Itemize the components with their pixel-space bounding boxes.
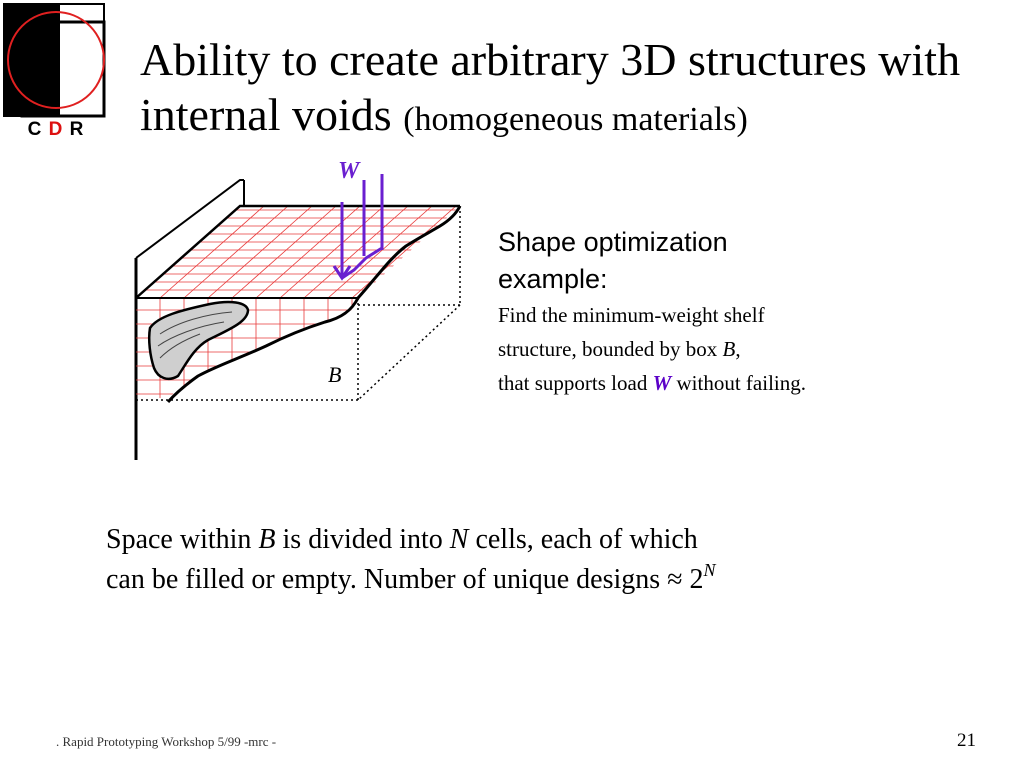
caption-line-3-end: without failing.: [671, 371, 807, 395]
caption-line-1: Find the minimum-weight shelf: [498, 303, 765, 327]
title-main: Ability to create arbitrary 3D structures with internal voids: [140, 34, 961, 140]
figure-caption: [498, 224, 938, 400]
top-grid: [120, 206, 480, 298]
caption-load-var: W: [652, 371, 672, 395]
caption-heading: Shape optimization example:: [498, 227, 728, 294]
page-number: 21: [957, 730, 976, 751]
caption-body: [498, 298, 938, 400]
caption-comma: ,: [735, 337, 741, 361]
body-text-3: cells, each of which: [468, 524, 698, 555]
body-var-b: B: [258, 524, 276, 555]
caption-line-2: [498, 332, 938, 366]
footer-text: . Rapid Prototyping Workshop 5/99 -mrc -: [56, 734, 277, 749]
internal-void: [149, 302, 248, 379]
body-text-1: Space within: [106, 524, 259, 555]
body-line-1: [106, 520, 1006, 560]
body-exponent: N: [703, 560, 716, 580]
cdr-logo: [0, 0, 112, 146]
slide-title: [140, 32, 1000, 147]
body-var-n: N: [449, 524, 469, 555]
logo-letters: [8, 119, 104, 141]
box-label: B: [328, 362, 342, 387]
body-text-2: is divided into: [275, 524, 450, 555]
logo-letter-r: R: [69, 119, 85, 140]
bounding-box: [136, 206, 460, 400]
body-line-2: [106, 560, 1006, 600]
body-paragraph: [106, 520, 1006, 600]
body-approx: ≈ 2: [667, 564, 704, 595]
cdr-logo-mark: [0, 0, 112, 120]
caption-line-3: [498, 366, 938, 400]
title-sub: (homogeneous materials): [403, 101, 748, 138]
caption-line-2-text: structure, bounded by box: [498, 337, 723, 361]
shelf-figure: [120, 150, 480, 470]
body-text-4: can be filled or empty. Number of unique designs: [106, 564, 668, 595]
logo-letter-c: C: [27, 119, 43, 140]
logo-letter-d: D: [48, 119, 64, 140]
load-label: W: [338, 158, 360, 184]
caption-line-3-text: that supports load: [498, 371, 653, 395]
caption-box-var: B: [722, 337, 736, 361]
